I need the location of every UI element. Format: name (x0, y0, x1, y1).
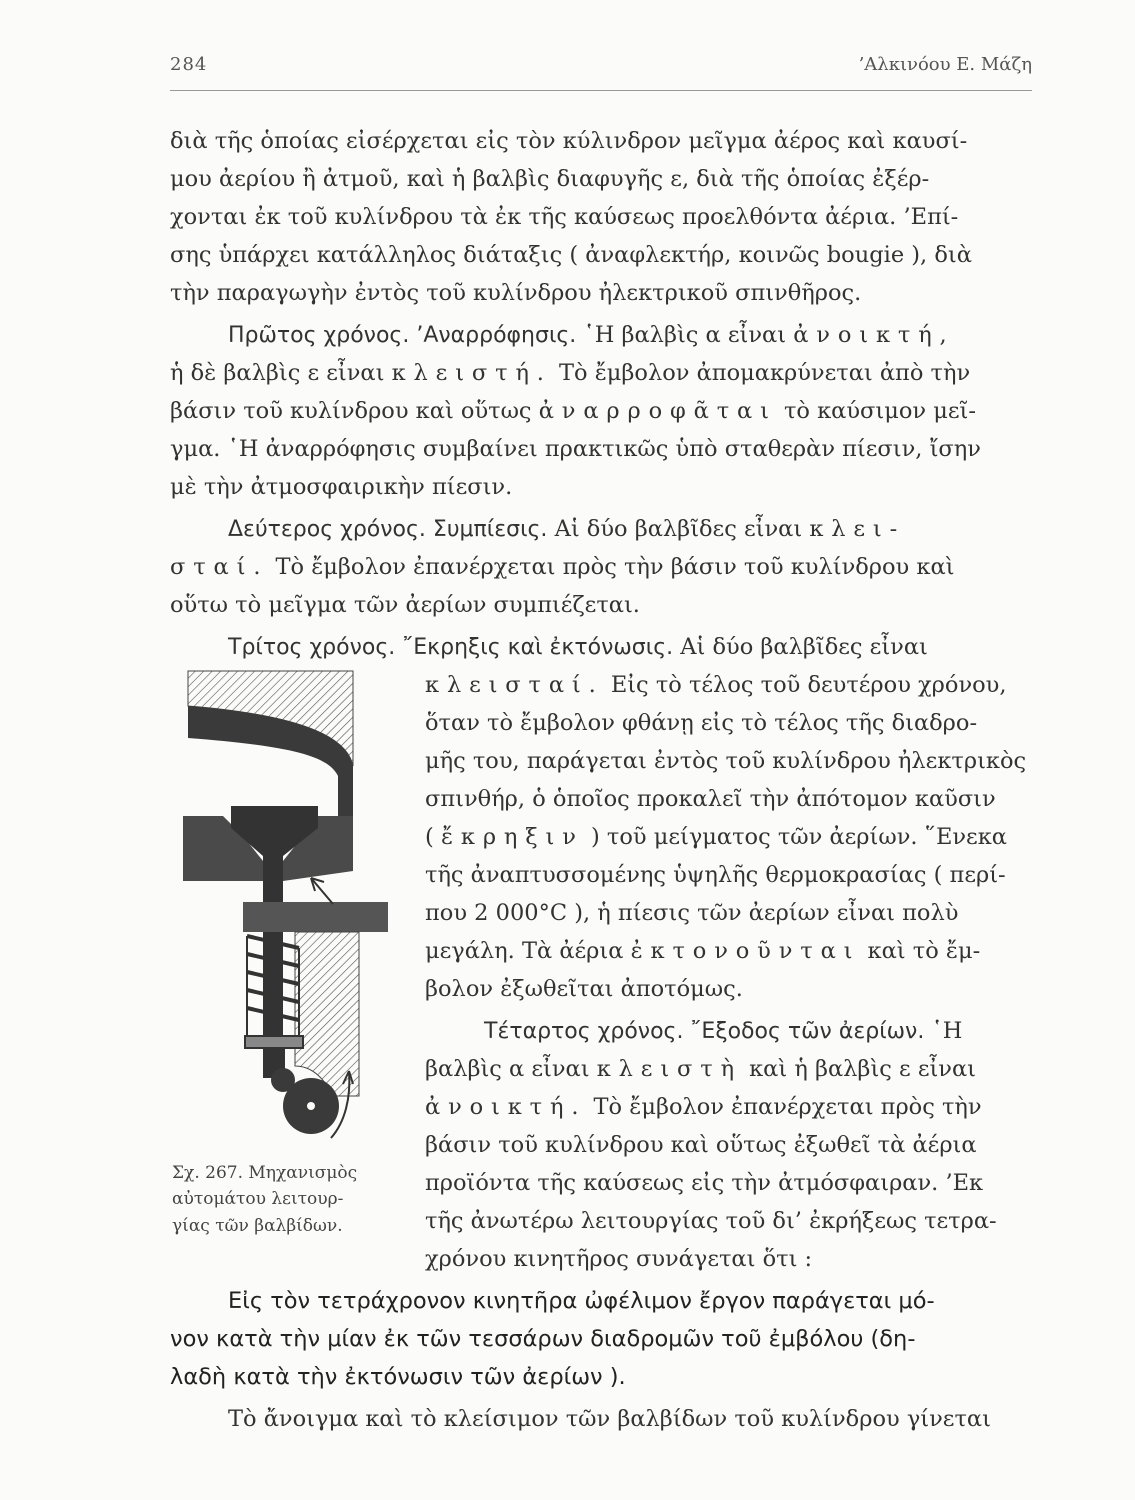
text-line: Τρίτος χρόνος. ῎Εκρηξις καὶ ἐκτόνωσις. Αἱ δύο βαλβῖδες εἶναι (228, 634, 928, 660)
section-title-intake: Πρῶτος χρόνος. ’Αναρρόφησις. (228, 323, 577, 348)
text-line: διὰ τῆς ὁποίας εἰσέρχεται εἰς τὸν κύλινδρον μεῖγμα ἀέρος καὶ καυσί- (170, 128, 968, 154)
text-line: σταί. Τὸ ἔμβολον ἐπανέρχεται πρὸς τὴν βάσιν τοῦ κυλίνδρου καὶ (170, 554, 955, 580)
text-line: τῆς ἀνωτέρω λειτουργίας τοῦ δι’ ἐκρήξεως τετρα- (425, 1208, 997, 1234)
text-line: οὕτω τὸ μεῖγμα τῶν ἀερίων συμπιέζεται. (170, 592, 640, 618)
figure-caption-line: Σχ. 267. Μηχανισμὸς (172, 1163, 358, 1183)
text-line: σπινθήρ, ὁ ὁποῖος προκαλεῖ τὴν ἀπότομον καῦσιν (425, 786, 996, 812)
section-title-exhaust: Τέταρτος χρόνος. ῎Εξοδος τῶν ἀερίων. (484, 1019, 925, 1044)
figure-caption-line: αὐτομάτου λειτουρ- (172, 1189, 344, 1209)
text-line-bold: Εἰς τὸν τετράχρονον κινητῆρα ὠφέλιμον ἔργον παράγεται μό- (228, 1288, 935, 1314)
text-line: σης ὑπάρχει κατάλληλος διάταξις ( ἀναφλεκτήρ, κοινῶς bougie ), διὰ (170, 242, 972, 268)
text-line: ἀνοικτή. Τὸ ἔμβολον ἐπανέρχεται πρὸς τὴν (425, 1094, 982, 1120)
text-line: τὴν παραγωγὴν ἐντὸς τοῦ κυλίνδρου ἠλεκτρικοῦ σπινθῆρος. (170, 280, 862, 306)
text-line: Τέταρτος χρόνος. ῎Εξοδος τῶν ἀερίων. ῾Η (484, 1018, 963, 1044)
text-line: ( ἔκρηξιν ) τοῦ μείγματος τῶν ἀερίων. ῞Ενεκα (425, 824, 1007, 850)
text-line-bold: νον κατὰ τὴν μίαν ἐκ τῶν τεσσάρων διαδρομῶν τοῦ ἐμβόλου (δη- (170, 1326, 916, 1352)
text-line: βαλβὶς α εἶναι κλειστὴ καὶ ἡ βαλβὶς ε εἶναι (425, 1056, 976, 1082)
section-title-power: Τρίτος χρόνος. ῎Εκρηξις καὶ ἐκτόνωσις. (228, 635, 674, 660)
text-line: μῆς του, παράγεται ἐντὸς τοῦ κυλίνδρου ἠλεκτρικὸς (425, 748, 1027, 774)
text-line: ὅταν τὸ ἔμβολον φθάνῃ εἰς τὸ τέλος τῆς διαδρο- (425, 710, 978, 736)
running-head: ’Αλκινόου Ε. Μάζη (858, 54, 1032, 75)
text-line: μου ἀερίου ἢ ἀτμοῦ, καὶ ἡ βαλβὶς διαφυγῆς ε, διὰ τῆς ὁποίας ἐξέρ- (170, 166, 930, 192)
valve-guide (243, 902, 388, 932)
figure-caption-line: γίας τῶν βαλβίδων. (172, 1216, 343, 1236)
text-line: Τὸ ἄνοιγμα καὶ τὸ κλείσιμον τῶν βαλβίδων τοῦ κυλίνδρου γίνεται (228, 1406, 991, 1432)
text-line: βάσιν τοῦ κυλίνδρου καὶ οὕτως ἐξωθεῖ τὰ ἀέρια (425, 1132, 977, 1158)
spring-retainer (245, 1036, 303, 1048)
text-line: χονται ἐκ τοῦ κυλίνδρου τὰ ἐκ τῆς καύσεως προελθόντα ἀέρια. ’Επί- (170, 204, 959, 230)
text-line: που 2 000°C ), ἡ πίεσις τῶν ἀερίων εἶναι πολὺ (425, 900, 959, 926)
text-line: βάσιν τοῦ κυλίνδρου καὶ οὕτως ἀναρροφᾶται τὸ καύσιμον μεῖ- (170, 398, 976, 424)
text-line: προϊόντα τῆς καύσεως εἰς τὴν ἀτμόσφαιραν. ’Εκ (425, 1170, 984, 1196)
text-line: βολον ἐξωθεῖται ἀποτόμως. (425, 976, 743, 1002)
text-line: μὲ τὴν ἀτμοσφαιρικὴν πίεσιν. (170, 474, 513, 500)
valve-mechanism-figure (183, 666, 403, 1146)
page-header (170, 50, 1032, 91)
text-line: γμα. ῾Η ἀναρρόφησις συμβαίνει πρακτικῶς ὑπὸ σταθερὰν πίεσιν, ἴσην (170, 436, 981, 462)
text-line: ἡ δὲ βαλβὶς ε εἶναι κλειστή. Τὸ ἔμβολον ἀπομακρύνεται ἀπὸ τὴν (170, 360, 971, 386)
section-title-compression: Δεύτερος χρόνος. Συμπίεσις. (228, 517, 548, 542)
text-line: μεγάλη. Τὰ ἀέρια ἐκτονοῦνται καὶ τὸ ἔμ- (425, 938, 981, 964)
page-number: 284 (170, 54, 208, 75)
text-line: Πρῶτος χρόνος. ’Αναρρόφησις. ῾Η βαλβὶς α εἶναι ἀνοικτή, (228, 322, 955, 348)
text-line-bold: λαδὴ κατὰ τὴν ἐκτόνωσιν τῶν ἀερίων ). (170, 1364, 626, 1390)
text-line: χρόνου κινητῆρος συνάγεται ὅτι : (425, 1246, 813, 1272)
text-line: τῆς ἀναπτυσσομένης ὑψηλῆς θερμοκρασίας ( περί- (425, 862, 1006, 888)
text-line: Δεύτερος χρόνος. Συμπίεσις. Αἱ δύο βαλβῖδες εἶναι κλει- (228, 516, 906, 542)
text-line: κλεισταί. Εἰς τὸ τέλος τοῦ δευτέρου χρόνου, (425, 672, 1007, 698)
